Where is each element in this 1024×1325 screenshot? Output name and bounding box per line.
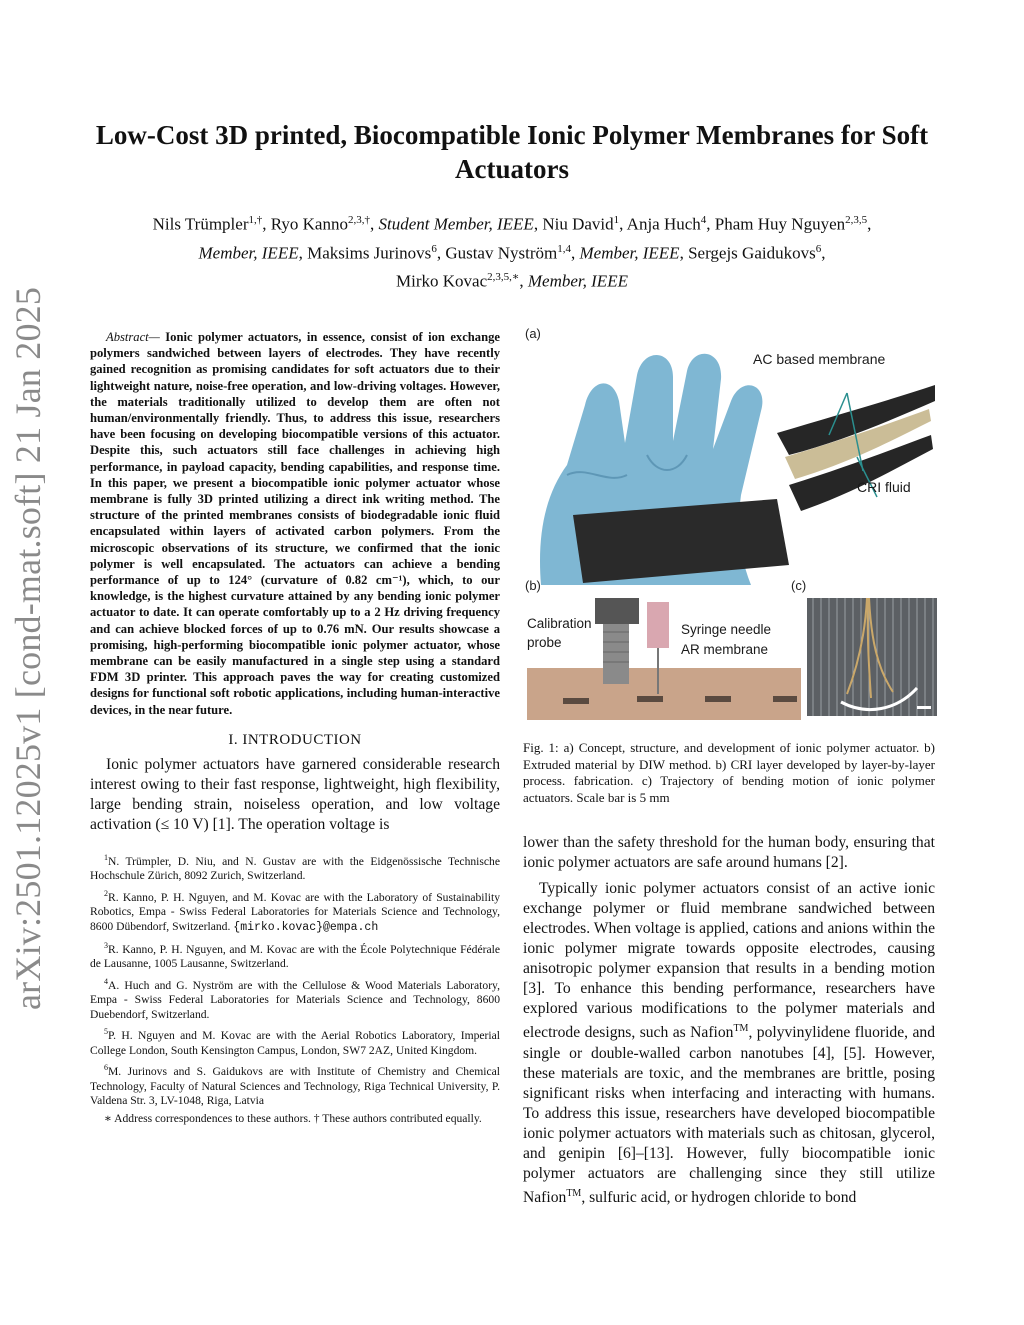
author-name: Nils Trümpler <box>152 214 249 234</box>
footnote-3: $^3$R. Kanno, P. H. Nguyen, and M. Kovac are with the École Polytechnique Fédérale de Lausanne, 1005 Lausanne, Switzerland. <box>90 940 500 971</box>
left-column <box>90 329 500 1130</box>
annotation-ar-membrane: AR membrane <box>681 642 769 657</box>
annotation-probe: probe <box>527 635 562 650</box>
panel-label-b: (b) <box>525 578 541 593</box>
figure-1a-glove-membrane-photo <box>527 345 937 585</box>
author-role: Member, IEEE <box>579 243 680 263</box>
author-role: Member, IEEE <box>527 271 628 291</box>
section-heading-introduction: I. INTRODUCTION <box>228 731 362 748</box>
figure-1 <box>523 326 935 720</box>
author-list: Nils Trümpler$^{1,\dagger}$, Ryo Kanno$^{2,3,\dagger}$, Student Member, IEEE, Niu David$^1$, Anja Huch$^4$, Pham Huy Nguyen$^{2,3,5}$, Member, IEEE, Maksims Jurinovs$^6$, Gustav Nyström$^{1,4}$, Member, IEEE, Sergejs Gaidukovs$^6$, Mirko Kovac$^{2,3,5,∗}$, Member, IEEE <box>152 214 872 291</box>
author-name: Pham Huy Nguyen <box>714 214 846 234</box>
footnote-6: $^6$M. Jurinovs and S. Gaidukovs are with Institute of Chemistry and Chemical Technology, Faculty of Natural Sciences and Technology, Riga Technical University, P. Valdena Str. 3, LV-1048, Riga, Latvia <box>90 1063 500 1108</box>
author-name: Ryo Kanno <box>270 214 348 234</box>
right-column <box>523 326 935 1214</box>
annotation-cri-fluid: CRI fluid <box>857 479 911 495</box>
abstract-label: Abstract— <box>106 330 160 344</box>
body-paragraph: lower than the safety threshold for the human body, ensuring that ionic polymer actuators are safe around humans [2]. <box>523 834 935 872</box>
intro-paragraph: Ionic polymer actuators have garnered considerable research interest owing to their fast response, lightweight, high flexibility, large bending strain, noiseless operation, and low voltage activation (≤ 10 V) [1]. The operation voltage is <box>90 755 500 833</box>
annotation-calibration: Calibration <box>527 616 592 631</box>
abstract-text: Ionic polymer actuators, in essence, consist of ion exchange polymers sandwiched between layers of electrodes. They have recently gained recognition as promising candidates for soft actuators due to their lightweight nature, noise-free operation, and low-driving voltages. However, the materials traditionally utilized to develop them are often not human/environmentally friendly. Thus, to address this issue, researchers have been focusing on developing biocompatible versions of this actuator. Despite this, such actuators still face challenges in achieving high performance, in payload capacity, bending capabilities, and response time. In this paper, we present a biocompatible ionic polymer actuator whose membrane is fully 3D printed utilizing a direct ink writing method. The structure of the printed membranes consists of biodegradable ionic fluid encapsulated within layers of activated carbon polymers. From the microscopic observations of its structure, we confirmed that the ionic polymer is well encapsulated. The actuators can achieve a bending performance of up to 124° (curvature of 0.82 cm⁻¹), which, to our knowledge, is the highest curvature attained by any bending ionic polymer actuator to date. It can operate comfortably up to a 2 Hz driving frequency and can achieve blocked forces of up to 0.76 mN. Our results showcase a promising, high-performing biocompatible ionic polymer actuator, whose membrane can be easily manufactured in a single step using a standard FDM 3D printer. This approach paves the way for creating customized designs for functional soft robotic applications, including human-interactive devices, in the near future. <box>90 330 500 717</box>
author-name: Maksims Jurinovs <box>307 243 432 263</box>
panel-label-c: (c) <box>791 578 807 593</box>
contact-email: {mirko.kovac}@empa.ch <box>233 920 379 934</box>
figure-1c-trajectory-photo <box>807 598 937 716</box>
arxiv-stamp: arXiv:2501.12025v1 [cond-mat.soft] 21 Jan 2025 <box>8 286 48 1010</box>
footnote-star: ∗ Address correspondences to these authors. † These authors contributed equally. <box>104 1111 482 1125</box>
footnotes <box>90 851 500 1127</box>
author-name: Mirko Kovac <box>396 271 488 291</box>
paper-title: Low-Cost 3D printed, Biocompatible Ionic Polymer Membranes for Soft Actuators <box>95 120 929 184</box>
footnote-5: $^5$P. H. Nguyen and M. Kovac are with the Aerial Robotics Laboratory, Imperial College London, South Kensington Campus, London, SW7 2AZ, United Kingdom. <box>90 1027 500 1057</box>
author-name: Sergejs Gaidukovs <box>688 243 816 263</box>
figure-1-caption: Fig. 1: a) Concept, structure, and development of ionic polymer actuator. b) Extruded material by DIW method. b) CRI layer developed by layer-by-layer process. fabrication. c) Trajectory of bending motion of ionic polymer actuators. Scale bar is 5 mm <box>523 740 935 805</box>
abstract <box>90 329 500 718</box>
footnote-2: $^2$R. Kanno, P. H. Nguyen, and M. Kovac are with the Laboratory of Sustainability Robotics, Empa - Swiss Federal Laboratories for Materials Science and Technology, 8600 Dübendorf, Switzerland. {mirko.kovac}@empa.ch <box>90 888 500 934</box>
author-name: Gustav Nyström <box>445 243 558 263</box>
author-name: Anja Huch <box>626 214 701 234</box>
author-name: Niu David <box>542 214 614 234</box>
right-body-text <box>523 833 935 1207</box>
footnote-4: $^4$A. Huch and G. Nyström are with the Cellulose & Wood Materials Laboratory, Empa - Swiss Federal Laboratories for Materials Science and Technology, 8600 Duebendorf, Switzerland. <box>90 976 500 1021</box>
annotation-syringe-needle: Syringe needle <box>681 622 772 637</box>
annotation-ac-membrane: AC based membrane <box>753 351 886 367</box>
body-paragraph: Typically ionic polymer actuators consist of an active ionic exchange polymer or fluid membrane sandwiched between electrodes. When voltage is applied, cations and anions within the ionic polymer migrate towards opposite electrodes, causing anisotropic polymer expansion that results in a bending motion [3]. To enhance this bending performance, researchers have explored various modifications to the polymer materials and electrode designs, such as Nafion™, polyvinylidene fluoride, and single or double-walled carbon nanotubes [4], [5]. However, these materials are toxic, and the membranes are brittle, posing significant risks when interfacing and interacting with humans. To address this issue, researchers have developed biocompatible ionic polymer actuators with materials such as chitosan, glycerol, and genipin [6]–[13]. However, fully biocompatible ionic polymer actuators are challenging since they still utilize Nafion™, sulfuric acid, or hydrogen chloride to bond <box>523 880 935 1206</box>
author-role: Student Member, IEEE <box>378 214 534 234</box>
panel-label-a: (a) <box>525 326 541 341</box>
author-role: Member, IEEE <box>198 243 299 263</box>
footnote-1: $^1$N. Trümpler, D. Niu, and N. Gustav are with the Eidgenössische Technische Hochschule Zürich, 8092 Zurich, Switzerland. <box>90 852 500 883</box>
